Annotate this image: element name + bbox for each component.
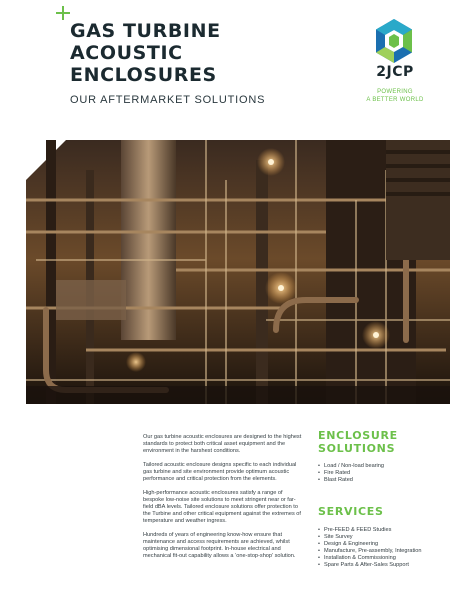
tagline-line: POWERING: [377, 89, 413, 95]
enclosure-solutions-section: [318, 430, 444, 484]
list-item: • Load / Non-load bearing: [318, 463, 444, 470]
brand-tagline: [352, 88, 438, 104]
page-subtitle: OUR AFTERMARKET SOLUTIONS: [70, 94, 266, 106]
list-item: • Design & Engineering: [318, 541, 444, 548]
list-item: • Manufacture, Pre-assembly, Integration: [318, 548, 444, 555]
body-text: [143, 434, 303, 567]
list-item: • Blast Rated: [318, 477, 444, 484]
body-paragraph: Our gas turbine acoustic enclosures are designed to the highest standards to protect both critical asset equipment and the environment in the harshest conditions.: [143, 434, 302, 454]
brand-name: 2JCP: [376, 64, 414, 80]
services-heading: SERVICES: [318, 505, 384, 518]
enclosure-solutions-list: [318, 463, 444, 484]
page-title: [70, 20, 300, 86]
brand-logo-icon: [374, 18, 414, 64]
tagline-line: A BETTER WORLD: [366, 97, 424, 103]
list-item: • Pre-FEED & FEED Studies: [318, 527, 444, 534]
body-paragraph: Hundreds of years of engineering know-how ensure that maintenance and access requirements are achieved, whilst optimising dimensional footprint. In-house electrical and mechanical fit-out capability allows a ‘one-stop-shop’ solution.: [143, 532, 296, 559]
sidebar: [318, 430, 444, 569]
enclosure-solutions-heading: [318, 430, 444, 455]
body-paragraph: High-performance acoustic enclosures satisfy a range of bespoke low-noise site solutions to meet stringent near or far-field dBA levels. Tailored enclosure solutions offer protection to the Turbine and other critical equipment against the extremes of temperature and weather ingress.: [143, 490, 301, 524]
services-list: [318, 527, 444, 569]
list-item: • Fire Rated: [318, 470, 444, 477]
body-paragraph: Tailored acoustic enclosure designs specific to each individual gas turbine and site environment provide optimum acoustic performance and critical protection from the elements.: [143, 462, 297, 482]
title-line: ENCLOSURES: [70, 64, 217, 86]
services-section: [318, 506, 444, 569]
list-item: • Spare Parts & After-Sales Support: [318, 562, 444, 569]
hero-photo-industrial-plant: [26, 140, 450, 404]
title-line: ACOUSTIC: [70, 42, 183, 64]
heading-line: SOLUTIONS: [318, 441, 396, 455]
heading-line: ENCLOSURE: [318, 429, 398, 442]
title-line: GAS TURBINE: [70, 20, 221, 42]
list-item: • Site Survey: [318, 534, 444, 541]
list-item: • Installation & Commissioning: [318, 555, 444, 562]
